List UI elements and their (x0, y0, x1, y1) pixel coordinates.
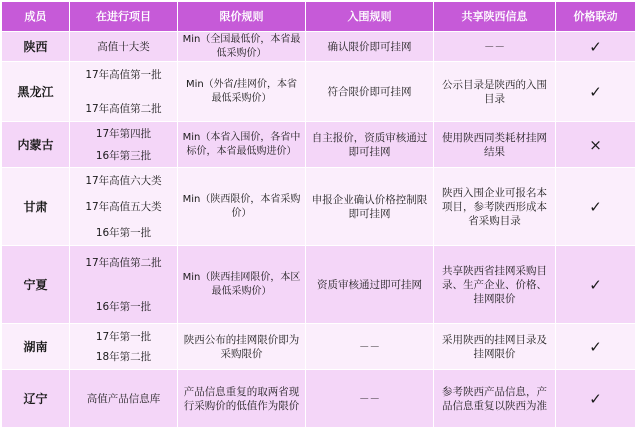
table-row (2, 246, 636, 324)
header-limit-rule: 限价规则 (178, 2, 306, 32)
project-item: 16年第一批 (95, 226, 152, 239)
shared-info-cell: 共享陕西省挂网采购目录、生产企业、价格、挂网限价 (434, 246, 556, 324)
project-item: 高值十大类 (97, 40, 150, 53)
member-cell: 内蒙古 (2, 122, 70, 168)
projects-cell (70, 168, 178, 246)
project-item: 17年高值五大类 (85, 200, 162, 213)
project-item: 高值产品信息库 (86, 392, 161, 405)
entry-rule-cell: 符合限价即可挂网 (306, 62, 434, 122)
project-item: 16年第三批 (95, 149, 152, 162)
table-row (2, 122, 636, 168)
shared-info-cell: 参考陕西产品信息，产品信息重复以陕西为准 (434, 370, 556, 428)
shared-info-cell: 陕西入围企业可报名本项目，参考陕西形成本省采购目录 (434, 168, 556, 246)
project-item: 17年高值第一批 (85, 68, 162, 81)
projects-cell (70, 122, 178, 168)
project-item: 17年第一批 (95, 330, 152, 343)
table-row (2, 370, 636, 428)
header-member: 成员 (2, 2, 70, 32)
member-cell: 宁夏 (2, 246, 70, 324)
member-cell: 辽宁 (2, 370, 70, 428)
header-row (2, 2, 636, 32)
member-cell: 黑龙江 (2, 62, 70, 122)
entry-rule-cell: －－ (306, 370, 434, 428)
limit-rule-cell: Min（本省入围价，各省中标价，本省最低购进价） (178, 122, 306, 168)
limit-rule-cell: 产品信息重复的取两省现行采购价的低值作为限价 (178, 370, 306, 428)
project-item: 17年高值六大类 (85, 174, 162, 187)
member-cell: 甘肃 (2, 168, 70, 246)
table-row (2, 32, 636, 62)
alliance-table (1, 1, 636, 428)
linkage-mark: ✓ (556, 168, 636, 246)
shared-info-cell: 采用陕西的挂网目录及挂网限价 (434, 324, 556, 370)
linkage-mark: ✓ (556, 324, 636, 370)
linkage-mark: ✓ (556, 370, 636, 428)
limit-rule-cell: Min（全国最低价，本省最低采购价） (178, 32, 306, 62)
member-cell: 陕西 (2, 32, 70, 62)
table-row (2, 168, 636, 246)
header-entry-rule: 入围规则 (306, 2, 434, 32)
entry-rule-cell: 自主报价，资质审核通过即可挂网 (306, 122, 434, 168)
table-row (2, 62, 636, 122)
entry-rule-cell: 确认限价即可挂网 (306, 32, 434, 62)
shared-info-cell: 使用陕西同类耗材挂网结果 (434, 122, 556, 168)
projects-cell (70, 32, 178, 62)
project-item: 17年第四批 (95, 127, 152, 140)
entry-rule-cell: －－ (306, 324, 434, 370)
project-item: 17年高值第二批 (85, 256, 162, 269)
linkage-mark: ✓ (556, 32, 636, 62)
shared-info-cell: －－ (434, 32, 556, 62)
projects-cell (70, 62, 178, 122)
header-projects: 在进行项目 (70, 2, 178, 32)
linkage-mark: × (556, 122, 636, 168)
limit-rule-cell: 陕西公布的挂网限价即为采购限价 (178, 324, 306, 370)
entry-rule-cell: 申报企业确认价格控制限即可挂网 (306, 168, 434, 246)
shared-info-cell: 公示目录是陕西的入围目录 (434, 62, 556, 122)
header-linkage: 价格联动 (556, 2, 636, 32)
entry-rule-cell: 资质审核通过即可挂网 (306, 246, 434, 324)
limit-rule-cell: Min（外省/挂网价，本省最低采购价） (178, 62, 306, 122)
linkage-mark: ✓ (556, 62, 636, 122)
project-item: 17年高值第二批 (85, 102, 162, 115)
header-shared-info: 共享陕西信息 (434, 2, 556, 32)
projects-cell (70, 370, 178, 428)
linkage-mark: ✓ (556, 246, 636, 324)
projects-cell (70, 246, 178, 324)
table-row (2, 324, 636, 370)
member-cell: 湖南 (2, 324, 70, 370)
limit-rule-cell: Min（陕西挂网限价，本区最低采购价） (178, 246, 306, 324)
projects-cell (70, 324, 178, 370)
project-item: 16年第一批 (95, 300, 152, 313)
project-item: 18年第二批 (95, 350, 152, 363)
limit-rule-cell: Min（陕西限价，本省采购价） (178, 168, 306, 246)
